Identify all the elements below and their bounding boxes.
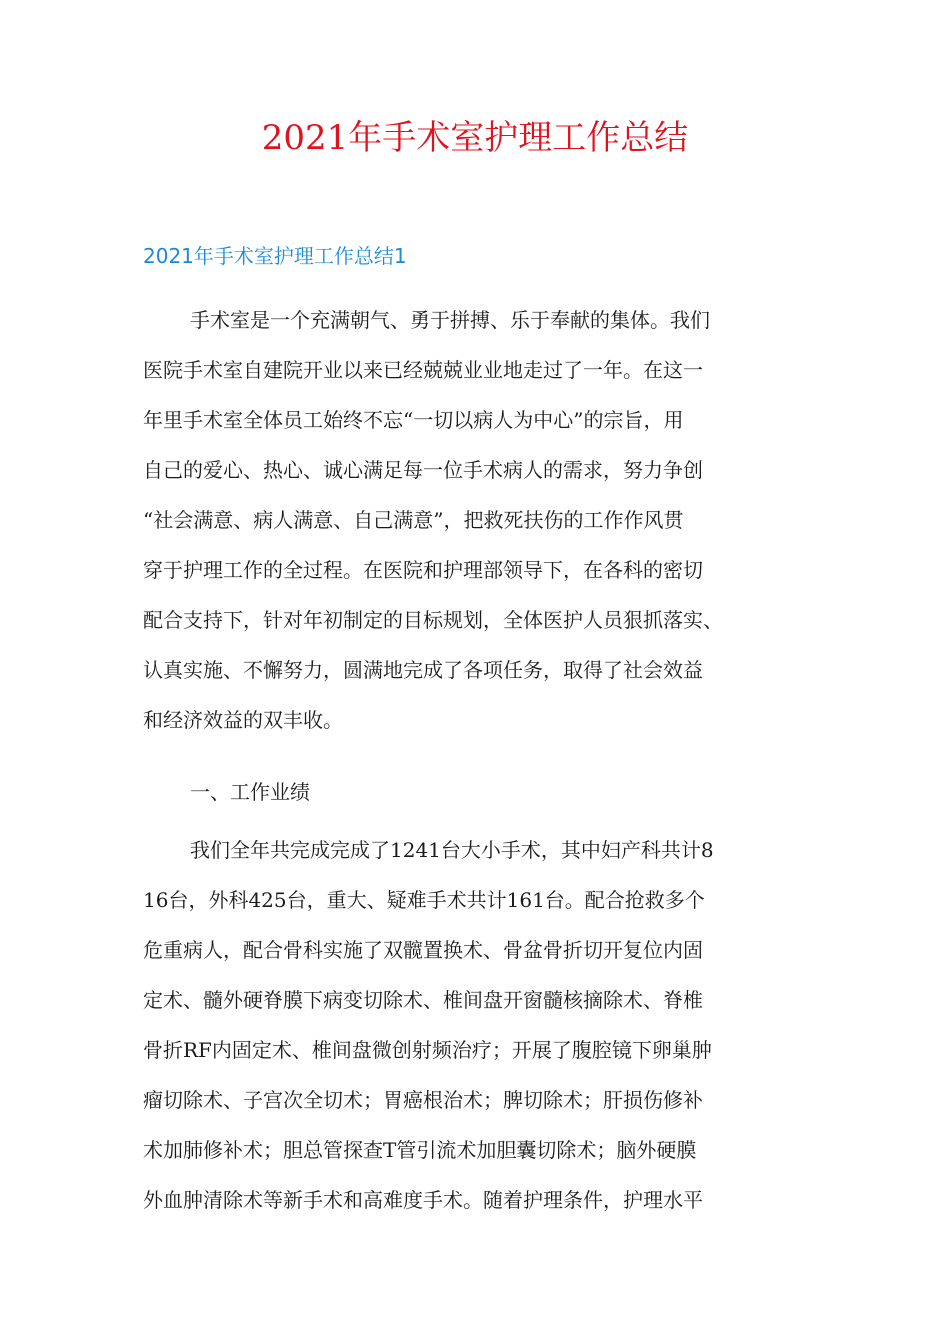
text-line: 穿于护理工作的全过程。在医院和护理部领导下，在各科的密切 — [143, 558, 703, 582]
text-line: 手术室是一个充满朝气、勇于拼搏、乐于奉献的集体。我们 — [190, 308, 710, 332]
text-line: 和经济效益的双丰收。 — [143, 708, 343, 732]
text-line: 认真实施、不懈努力，圆满地完成了各项任务，取得了社会效益 — [143, 658, 703, 682]
text-line: 我们全年共完成完成了1241台大小手术，其中妇产科共计8 — [190, 838, 714, 862]
text-line: “社会满意、病人满意、自己满意”，把救死扶伤的工作作风贯 — [143, 508, 684, 532]
text-line: 术加肺修补术；胆总管探查T管引流术加胆囊切除术；脑外硬膜 — [143, 1138, 697, 1162]
section-heading: 2021年手术室护理工作总结1 — [143, 244, 407, 268]
text-line: 配合支持下，针对年初制定的目标规划，全体医护人员狠抓落实、 — [143, 608, 723, 632]
document-title: 2021年手术室护理工作总结 — [261, 118, 689, 158]
subheading-work-results: 一、工作业绩 — [190, 780, 310, 804]
text-line: 定术、髓外硬脊膜下病变切除术、椎间盘开窗髓核摘除术、脊椎 — [143, 988, 703, 1012]
text-line: 危重病人，配合骨科实施了双髋置换术、骨盆骨折切开复位内固 — [143, 938, 703, 962]
text-line: 自己的爱心、热心、诚心满足每一位手术病人的需求，努力争创 — [143, 458, 703, 482]
text-line: 16台，外科425台，重大、疑难手术共计161台。配合抢救多个 — [143, 888, 705, 912]
text-line: 年里手术室全体员工始终不忘“一切以病人为中心”的宗旨，用 — [143, 408, 684, 432]
text-line: 医院手术室自建院开业以来已经兢兢业业地走过了一年。在这一 — [143, 358, 703, 382]
text-line: 瘤切除术、子宫次全切术；胃癌根治术；脾切除术；肝损伤修补 — [143, 1088, 703, 1112]
text-line: 外血肿清除术等新手术和高难度手术。随着护理条件，护理水平 — [143, 1188, 703, 1212]
text-line: 骨折RF内固定术、椎间盘微创射频治疗；开展了腹腔镜下卵巢肿 — [143, 1038, 712, 1062]
